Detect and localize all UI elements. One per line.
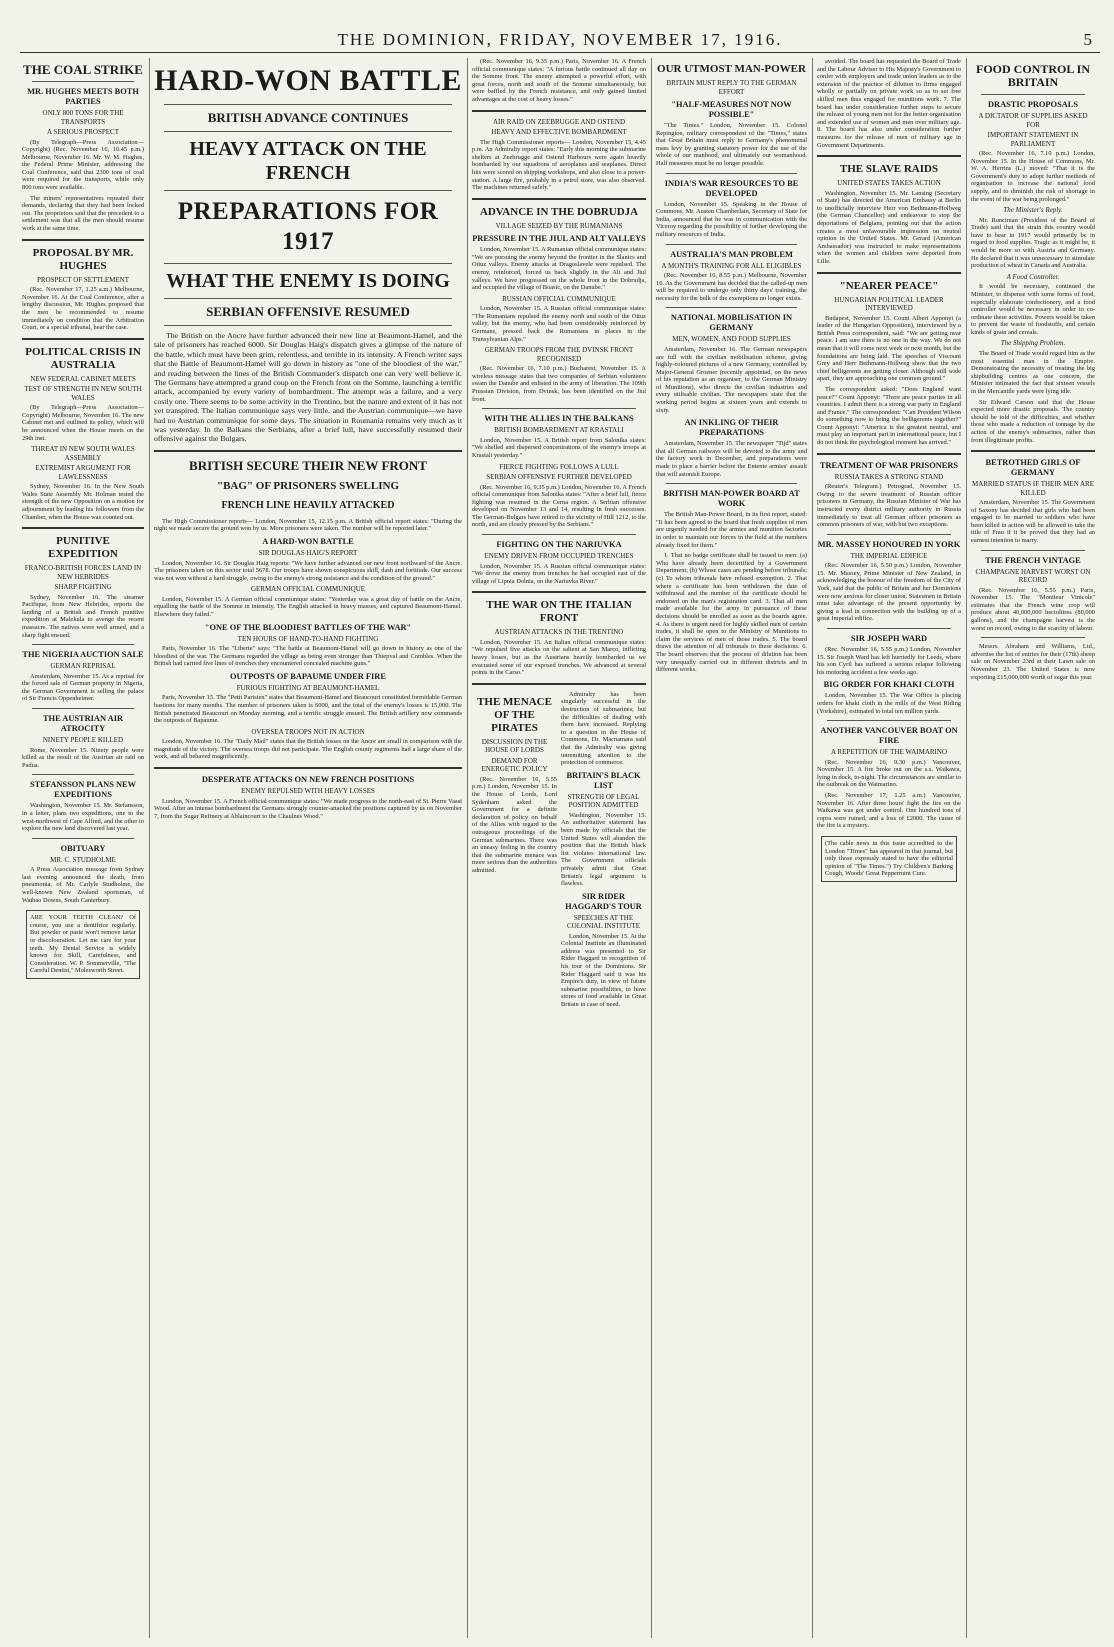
article-text: Washington, November 15. An authoritative statement has been made by officials that the United States will abandon the position that the British black list violates international law. The Government officials privately admit that Great Britain's legal argument is flawless.	[561, 811, 646, 888]
subhead: GERMAN OFFICIAL COMMUNIQUE	[250, 585, 366, 594]
section-heading: The Minister's Reply.	[1003, 206, 1063, 215]
article-text: Washington, November 15. Mr. Lansing (Secretary of State) has directed the American Embassy at Berlin to unofficially interview Herr von Bethmann-Hollweg (the German Chancellor) and endeavour to stop the deportations of Belgians, pointing out that the action creates a most unfavourable impression on neutral opinion in the United States. Mr. Gerard (American Ambassador) was instructed to make representations when the women and children were deported from Lille.	[817, 189, 961, 265]
article-text: (Rec. November 16, 5.50 p.m.) London, November 15. Mr. Massey, Prime Minister of New Zealand, in acknowledging the honour of the freedom of the City of York, said that the public of Britain and her Dominions were now anxious for closer union. Statesmen in Britain must take advantage of the present opportunity by giving a lead in connection with the building up of a great Imperial edifice.	[817, 562, 961, 623]
headline-black-list: BRITAIN'S BLACK LIST	[566, 770, 641, 790]
subhead: A SERIOUS PROSPECT	[47, 128, 119, 136]
subhead: ENEMY DRIVEN FROM OCCUPIED TRENCHES	[484, 552, 634, 561]
headline-preparations-1917: PREPARATIONS FOR 1917	[177, 198, 439, 255]
article-text: (Rec. November 16, 5.55 p.m.) London, November 15. In the House of Lords, Lord Sydenham asked the Government for a definite declaration of policy on behalf of the Allies with regard to the outrageous proceedings of the German submarines. There was an uneasy feeling in the country that the submarine menace was more serious than the authorities admitted.	[472, 775, 557, 874]
subhead: BRITISH BOMBARDMENT AT KRASTALI	[494, 426, 624, 435]
subhead: A MONTH'S TRAINING FOR ALL ELIGIBLES	[661, 261, 802, 270]
lead-summary: The British on the Ancre have further advanced their new line at Beaumont-Hamel, and the tale of prisoners has reached 6000. Sir Douglas Haig's dispatch gives a glimpse of the nature of the battle, which must have been grim, relentless, and terrible in its intensity. A French writer says that the Battle of Beaumont-Hamel will go down in history as "one of the bloodiest of the war," and reading between the lines of the British Commander's dispatch one can very well believe it. The Germans have attempted a grand coup on the French front on the Somme, launching a terrific attack, accompanied by every variety of bombardment. The attempt was a failure, and a very costly one. There seems to be some activity in the Trentino, but the nature and extent of it has not yet transpired. The Italian communique says very little, and the Austrian communique—we have had no Austrian communique for some days. The situation in Roumania remains very much as it was yesterday. In the Balkans the Serbians, after a brief lull, have successfully resumed their offensive against the Bulgars.	[154, 331, 462, 444]
subhead: A HARD-WON BATTLE	[262, 537, 354, 547]
article-text: Paris, November 16. The "Liberte" says: "The battle at Beaumont-Hamel will go down in history as one of the bloodiest of the war. The Germans regarded the village as being even stronger than Thiepval and Combles. When the British had carried five lines of trenches they encountered concealed machine guns."	[154, 645, 462, 668]
article-text: London, November 15. A French official communique states: "We made progress to the north-east of St. Pierre Vaast Wood. After an intense bombardment the Germans strongly counter-attacked the positions captured by us on November 7, from the Sugar Refinery at Ablaincourt to the Chaulnes Wood."	[154, 797, 462, 820]
headline-stefansson: STEFANSSON PLANS NEW EXPEDITIONS	[30, 780, 136, 800]
headline-hard-won-battle: HARD-WON BATTLE	[154, 64, 462, 97]
subhead: FIERCE FIGHTING FOLLOWS A LULL	[499, 462, 619, 471]
headline-air-atrocity: THE AUSTRIAN AIR ATROCITY	[42, 714, 124, 734]
article-text: London, November 15. At the Colonial Institute an illuminated address was presented to Sir Rider Haggard in recognition of his tour of the Dominions. Sir Rider Haggard said it was his Empire's duty, in view of future submarine possibilities, to have stores of food available in Great Britain in case of need.	[561, 932, 646, 1009]
headline-slave-raids: THE SLAVE RAIDS	[839, 163, 939, 176]
article-text: The correspondent asked: "Does England want peace?" Count Apponyi: "There are peace parties in all countries. I admit there is a strong war party in England and France." The correspondent: "Can President Wilson do something now to bring the belligerents together?" Count Apponyi: "America is the greatest neutral, and must play an important part in international peace, but I do not think the psychological moment has arrived."	[817, 385, 961, 447]
section-heading: A Food Controller.	[1006, 272, 1060, 281]
subhead: AUSTRIAN ATTACKS IN THE TRENTINO	[494, 628, 624, 637]
subhead: DRASTIC PROPOSALS	[987, 100, 1079, 109]
article-text: avoided. The board has requested the Board of Trade and the Labour Adviser to His Majesty's Government to confer with employers and trade union leaders as to the extension of the practice of dilution to firms engaged wholly or partially on private work so as to set free skilled men thus engaged for munitions work. 7. The board has under consideration further steps to secure the release of young men not for the better organisation and extended use of women and men over military age. 8. The board has also under consideration further measures for the release of men of military age in Government Departments.	[817, 58, 961, 149]
headline-vancouver-boat: ANOTHER VANCOUVER BOAT ON FIRE	[820, 726, 958, 746]
subhead: "ONE OF THE BLOODIEST BATTLES OF THE WAR"	[204, 622, 412, 632]
column-5	[817, 58, 961, 1638]
subhead: OVERSEA TROOPS NOT IN ACTION	[251, 727, 365, 736]
article-text: "The Times." London, November 15. Colonel Repington, military correspondent of the "Times," states that Great Britain must reply to Germany's phenomenal mass levy by granting statutory power for the use of the whole of our manhood, and ultimately our womanhood. Half measures must be no longer possible.	[656, 122, 807, 167]
headline-italian-front: THE WAR ON THE ITALIAN FRONT	[486, 599, 632, 625]
subhead: TEST OF STRENGTH IN NEW SOUTH WALES	[24, 385, 142, 402]
column-1	[22, 58, 144, 1638]
article-text: London, November 15. A Rumanian official communique states: "We are pursuing the enemy beyond the frontier in the Slanics and Oituz valleys. Enemy attacks at Dragoslavele were repulsed. The enemy, reinforced, forced us back slightly in the Alt and Jiul valleys. We have progressed on the whole front in the Dobrudja, and occupied the village of Boasic, on the Danube."	[472, 246, 646, 292]
subhead: MR. C. STUDHOLME	[50, 855, 116, 864]
article-text: Sydney, November 16. In the New South Wales State Assembly Mr. Holman tested the strength of the new Opposition on a motion for adjournment by leading his followers from the Chamber, when the House was counted out.	[22, 483, 144, 521]
headline-khaki-cloth: BIG ORDER FOR KHAKI CLOTH	[823, 680, 955, 690]
column-divider	[149, 58, 150, 1638]
page-number: 5	[1083, 30, 1094, 49]
subhead: ENEMY REPULSED WITH HEAVY LOSSES	[241, 787, 375, 796]
headline-french-vintage: THE FRENCH VINTAGE	[985, 555, 1081, 565]
article-text: (Rec. November 16, 7.10 p.m.) London, November 15. In the House of Commons, Mr. W. A. Herrins (L.) moved: "That it is the Government's duty to adopt further methods of organisation to increase the national food supply, and to diminish the risk of shortage in the event of the war being prolonged."	[971, 150, 1095, 203]
subhead: CHAMPAGNE HARVEST WORST ON RECORD	[975, 567, 1091, 585]
article-text: Sir Edward Carson said that the House expected more drastic proposals. The country should be told of the difficulties, and whether those who made a reduction of tonnage by the action of the enemy's submarines, rather than from illegitimate profits.	[971, 398, 1095, 444]
headline-india: INDIA'S WAR RESOURCES TO BE DEVELOPED	[664, 178, 799, 198]
column-6	[971, 58, 1095, 1638]
subhead: THREAT IN NEW SOUTH WALES ASSEMBLY	[31, 445, 135, 462]
subhead: EXTREMIST ARGUMENT FOR LAWLESSNESS	[35, 464, 131, 481]
headline-punitive-expedition: PUNITIVE EXPEDITION	[48, 535, 118, 561]
article-text: Budapest, November 15. Count Albert Apponyi (a leader of the Hungarian Opposition), interviewed by a British Press correspondent, said: "We are getting near peace. I am sure there is no one in the way. We do not mean that it will come next week or next month, but the foundations are being laid. The speeches of Viscount Grey and Herr Bethmann-Hollweg show that the two chief belligerents are getting closer. Although still wide apart, they are approaching one common ground."	[817, 314, 961, 383]
article-text: Admiralty has been singularly successful in the destruction of submarines, but the difficulties of dealing with them have increased. Replying to a question in the House of Commons, Dr. Macnamara said that the Admiralty was giving unremitting attention to the protection of commerce.	[561, 690, 646, 767]
subhead: ONLY 800 TONS FOR THE TRANSPORTS	[42, 109, 124, 126]
article-text: The miners' representatives repeated their demands, declaring that they had been locked out. The proprietors said that the precedent to a settlement was that all the men should resume work at the same time.	[22, 194, 144, 233]
subhead: RUSSIA TAKES A STRONG STAND	[834, 472, 944, 481]
article-text: Rome, November 15. Ninety people were killed as the result of the Austrian air raid on Padua.	[22, 746, 144, 769]
article-text: London, November 15. A German official communique states: "Yesterday was a great day of battle on the Ancre, equalling the battle of the Somme in intensity. The English attacked in heavy masses, and captured Beaumont-Hamel. Elsewhere they failed."	[154, 595, 462, 619]
article-text: (Rec. November 16, 8.55 p.m.) Melbourne, November 16. As the Government has decided that the called-up men will be required to undergo only thirty days' training, the necessity for the bulk of the exemptions no longer exists.	[656, 272, 807, 302]
subhead: FRANCO-BRITISH FORCES LAND IN NEW HEBRIDES	[24, 564, 142, 581]
article-text: (Rec. November 17, 1.25 a.m.) Melbourne, November 16. At the Coal Conference, after a lengthy discussion, Mr. Hughes proposed that the men be recommended to resume immediately on condition that the Arbitration Court, or a special tribunal, hear the case.	[22, 286, 144, 332]
subhead: BRITAIN MUST REPLY TO THE GERMAN EFFORT	[666, 79, 797, 96]
subhead: THE IMPERIAL EDIFICE	[850, 551, 928, 560]
article-text: Mr. Runciman (President of the Board of Trade) said that the strain this country would have to bear in 1917 would primarily be in regard to food supplies. Tragic as it might be, it would be more so with Austria and Germany. He declared that it was unnecessary to stimulate production of wheat in Canada and Australia.	[971, 216, 1095, 270]
article-text: (Rec. November 16, 5.55 p.m.) London, November 15. Sir Joseph Ward has left hurriedly for Leeds, where his son Cyril has suffered a serious relapse following his motoring accident a few weeks ago.	[817, 645, 961, 676]
article-text: (Rec. November 17, 1.25 a.m.) Vancouver, November 16. After three hours' fight the fire on the Waikawa was got under control. One hundred tons of copra were ruined, and a loss of £2000. The cause of the fire is a mystery.	[817, 792, 961, 830]
subhead: NEW FEDERAL CABINET MEETS	[30, 374, 136, 383]
headline-man-power: OUR UTMOST MAN-POWER	[657, 63, 806, 75]
subhead: PROSPECT OF SETTLEMENT	[36, 275, 130, 284]
headline-menace-pirates: THE MENACE OF THE PIRATES	[477, 695, 552, 734]
subhead: SERBIAN OFFENSIVE RESUMED	[206, 304, 410, 319]
column-4	[656, 58, 807, 1638]
subhead: MEN, WOMEN, AND FOOD SUPPLIES	[672, 335, 791, 344]
subhead: SERBIAN OFFENSIVE FURTHER DEVELOPED	[486, 473, 632, 481]
subhead: A DICTATOR OF SUPPLIES ASKED FOR	[978, 112, 1088, 129]
article-text: 1. That no badge certificate shall be issued to men: (a) Who have already been decertified by a Government Department; (b) Whose cases are pending before tribunals; (c) To whom tribunals have refused exemption. 2. That where a certificate has been withdrawn the date of withdrawal and the number of the certificate should be endorsed on the man's registration card. 3. That all men made available for the army in pursuance of these decisions should be enrolled as soon as the boards agree. 4. As there is urgent need for highly skilled men of certain trades, it shall be open to the Ministry of Munitions to claim the services of men of those trades. 5. The board draws the attention of all tribunals to these decisions. 6. The board observes that the process of dilution has been very unequally carried out in different districts and in different works.	[656, 552, 807, 674]
headline-war-prisoners: TREATMENT OF WAR PRISONERS	[819, 460, 959, 470]
headline-political-crisis: POLITICAL CRISIS IN AUSTRALIA	[25, 345, 141, 371]
headline-new-front: BRITISH SECURE THEIR NEW FRONT	[189, 457, 427, 473]
subhead: "BAG" OF PRISONERS SWELLING	[216, 479, 400, 492]
subhead: A REPETITION OF THE WAIMARINO	[830, 748, 948, 757]
article-text: Washington, November 15. Mr. Stefansson, in a letter, plans two expeditions, one to the west-northwest of Cape Alfred, and the other to explore the new land discovered last year.	[22, 802, 144, 833]
subhead: BRITISH ADVANCE CONTINUES	[207, 110, 409, 125]
subhead: HEAVY AND EFFECTIVE BOMBARDMENT	[491, 128, 627, 137]
subhead: DEMAND FOR ENERGETIC POLICY	[481, 756, 548, 774]
subhead: MARRIED STATUS IF THEIR MEN ARE KILLED	[971, 480, 1094, 497]
article-text: London, November 15. A British report from Salonika states: "We shelled and dispersed concentrations of the enemy's troops at Krastali yesterday."	[472, 436, 646, 459]
headline-joseph-ward: SIR JOSEPH WARD	[850, 633, 928, 643]
headline-german-mobilisation: NATIONAL MOBILISATION IN GERMANY	[670, 313, 793, 333]
article-text: London, November 15. An Italian official communique states: "We repulsed five attacks on the salient at San Marco, inflicting heavy losses, but as the Austrians heavily bombarded us we evacuated some of our exposed trenches. We advanced at several points in the Carso."	[472, 638, 646, 677]
column-3	[472, 58, 646, 1638]
masthead-title: THE DOMINION, FRIDAY, NOVEMBER 17, 1916.	[337, 30, 783, 49]
subhead: GERMAN REPRISAL	[50, 662, 116, 671]
headline-man-power-board: BRITISH MAN-POWER BOARD AT WORK	[663, 489, 800, 509]
advertisement-text: Messrs. Abraham and Williams, Ltd., advertise the list of entries for their (17th) sheep sale on November 23rd at their Lawn sale on November 23. The United States is now exporting £15,000,000 worth of sugar this year.	[971, 643, 1095, 681]
advertisement-dentist: ARE YOUR TEETH CLEAN? Of course, you use a dentifrice regularly. But powder or paste won't remove tartar or discolouration. Let me care for your teeth. My Dental Service is widely known for Skill, Carefulness, and Consideration. W. P. Sommerville, "The Careful Dentist," Molesworth Street.	[26, 910, 140, 979]
subhead: VILLAGE SEIZED BY THE RUMANIANS	[495, 221, 623, 230]
article-text: The British Man-Power Board, in its first report, stated: "It has been agreed to the board that fresh supplies of men are urgently needed for the armies and munition factories in order to maintain our forces in the field at the numbers already fixed for them."	[656, 511, 807, 549]
article-text: Amsterdam, November 15. As a reprisal for the forced sale of German property in Nigeria, the German Government is selling the palace of Sir Francis Oppenheimer.	[22, 672, 144, 703]
subhead: WHAT THE ENEMY IS DOING	[166, 270, 450, 292]
article-text: London, November 15. A Russian official communique states: "We drove the enemy from trenches he had occupied east of the village of Lipnia Dolnia, on the Nariuvka River."	[472, 562, 646, 585]
article-text: Paris, November 15. The "Petit Parisien" states that Beaumont-Hamel and Beaucourt constituted formidable German bastions for many months. The number of prisoners taken is 6000, and the total of the enemy's losses is 15,000. The British penetrated Beaucourt on Monday morning, and a terrific struggle ensued. The British artillery now commands the outposts of Bapaume.	[154, 694, 462, 725]
subhead: AN INKLING OF THEIR PREPARATIONS	[684, 418, 779, 438]
subhead: "HALF-MEASURES NOT NOW POSSIBLE"	[671, 100, 792, 119]
subhead: SHARP FIGHTING	[54, 583, 112, 592]
headline-obituary: OBITUARY	[60, 843, 106, 853]
column-divider	[467, 58, 468, 1638]
article-text: Amsterdam, November 15. The Government of Saxony has decided that girls who had been engaged to be married to soldiers who have been killed in action will be allowed to take the title of Frau if it be proved that they had an earnest intention to marry.	[971, 499, 1095, 545]
article-text: Amsterdam, November 16. The German newspapers are full with the civilian mobilisation scheme, giving highly-coloured pictures of a new Germany, controlled by Major-General Groener (recently appointed, on the news of his reputation as an organiser, to the German Ministry of Munitions), who directs the civilian industries and every utilisable civilian. The newspapers state that the working period begins at sixteen years and extends to sixty.	[656, 345, 807, 414]
article-text: The Board of Trade would regard him as the most essential man in the Empire. Demonstrating the necessity of treating the big shipbuilding centres as one concern, the Minister intimated the fact that sixteen vessels in the Mercantile yards were lying idle.	[971, 349, 1095, 395]
article-text: (Rec. November 16, 9.35 p.m.) Paris, November 16. A French official communique states: "A furious battle continued all day on the Somme front. The enemy attempted a powerful effort, with great forces, north and south of the Somme simultaneously, but were baffled by the French resistance, and only gained limited advantages at the cost of heavy losses."	[472, 58, 646, 103]
subhead: FURIOUS FIGHTING AT BEAUMONT-HAMEL	[236, 683, 380, 692]
article-text: London, November 16. Sir Douglas Haig reports: "We have further advanced our new front northward of the Ancre. The prisoners taken on this sector total 5678. Our troops have shown conspicuous skill, dash and fortitude. Our success was not won without a hard struggle, owing to the enemy's strong resistance and the condition of the ground."	[154, 559, 462, 582]
subhead: SPEECHES AT THE COLONIAL INSTITUTE	[566, 913, 641, 931]
subhead: SIR DOUGLAS HAIG'S REPORT	[258, 549, 358, 558]
column-divider	[651, 58, 652, 1638]
headline-nariuvka: FIGHTING ON THE NARIUVKA	[496, 540, 622, 550]
article-text: London, November 15. A Russian official communique states: "The Rumanians repulsed the enemy north and south of the Oituz valley, but the enemy, who had been considerably reinforced by Germans, pressed back the Rumanians in places in the Transylvanian Alps."	[472, 305, 646, 343]
subhead: STRENGTH OF LEGAL POSITION ADMITTED	[567, 792, 640, 810]
article-text: A Press Association message from Sydney last evening announced the death, from pneumonia, of Mr. Carlyle Studholme, the well-known New Zealand sportsman, of Waihao Downs, South Canterbury.	[22, 866, 144, 904]
notice-box: (The cable news in this issue accredited to the London "Times" has appeared in that journal, but only those expressly stated to have the editorial opinion of "The Times.") Try Children's Barking Cough, Woods' Great Peppermint Cure.	[821, 836, 957, 882]
headline-massey-york: MR. MASSEY HONOURED IN YORK	[817, 539, 961, 549]
column-divider	[966, 58, 967, 1638]
section-heading: The Shipping Problem.	[1000, 339, 1066, 348]
headline-australia-man-problem: AUSTRALIA'S MAN PROBLEM	[670, 249, 793, 259]
article-text: London, November 16. The "Daily Mail" states that the British losses on the Ancre are small in comparison with the magnitude of the victory. The oversea troops did not participate. The English county regiments had a large share of the work, and all behaved magnificently.	[154, 738, 462, 761]
headline-dobrudja: ADVANCE IN THE DOBRUDJA	[479, 205, 639, 218]
subhead: HEAVY ATTACK ON THE FRENCH	[189, 138, 427, 184]
article-text: It would be necessary, continued the Minister, to dispense with some forms of food, especially elaborate confectionery, and a food controller would be necessary in order to co-ordinate these activities. Powers would be taken to prevent the waste of foodstuffs, and certain kinds of grain and cereals.	[971, 283, 1095, 336]
subhead: HUNGARIAN POLITICAL LEADER INTERVIEWED	[834, 295, 944, 313]
article-text: (Reuter's Telegram.) Petrograd, November 15. Owing to the severe treatment of Russian officer prisoners in Germany, the Russian Minister of War has instructed every district military authority in Russia immediately to treat all German officer prisoners as common prisoners of war, with but two exceptions.	[817, 483, 961, 529]
headline-french-positions: DESPERATE ATTACKS ON NEW FRENCH POSITIONS	[201, 775, 415, 785]
headline-betrothed-girls: BETROTHED GIRLS OF GERMANY	[985, 458, 1081, 478]
subhead: PRESSURE IN THE JIUL AND ALT VALLEYS	[472, 234, 646, 244]
article-text: The High Commissioner reports— London, November 15, 4.45 p.m. An Admiralty report states: "Early this morning the submarine shelters at Zeebrugge and Ostend Harbours were again heavily bombarded by our squadrons of aeroplanes and seaplanes. Direct hits were scored on shipping workshops, and also close to a power-station. A large fire, probably in a petrol store, was also observed. The machines returned safely."	[472, 138, 646, 192]
column-2	[154, 58, 462, 1638]
subhead: GERMAN TROOPS FROM THE DVINSK FRONT RECOGNISED	[484, 346, 634, 363]
article-text: (Rec. November 16, 7.10 p.m.) Bucharest, November 15. A wireless message states that two companies of Serbian volunteers swam the Danube and enlisted in the army of liberation. The 109th Prussian Division, from Dvinsk, has been identified on the Jiul front.	[472, 365, 646, 403]
masthead	[20, 30, 1100, 53]
column-divider	[812, 58, 813, 1638]
article-text: (Rec. November 16, 9.35 p.m.) London, November 16. A French official communique from Salonika states: "After a brief lull, fierce fighting was resumed in the Cerna region. A Serbian offensive developed on November 13 and 14, resulting in fresh successes. The German-Bulgars have retired to the vicinity of Hill 1212, to the north, and are closely pressed by the Serbians."	[472, 483, 646, 529]
headline-proposal: PROPOSAL BY MR. HUGHES	[32, 246, 134, 272]
headline-food-control: FOOD CONTROL IN BRITAIN	[975, 62, 1090, 89]
headline-nearer-peace: "NEARER PEACE"	[839, 279, 939, 292]
article-text: (Rec. November 16, 9.30 p.m.) Vancouver, November 15. A fire broke out on the s.s. Waikawa, lying in dock, to-night. The circumstances are similar to the outbreak on the Waimarino.	[817, 758, 961, 789]
subhead: TEN HOURS OF HAND-TO-HAND FIGHTING	[237, 634, 379, 643]
article-text: Amsterdam, November 15. The newspaper "Tijd" states that all German railways will be devoted to the army and the factory work in December, and preparations were made to place a barrier before the Entente armies' assault that will astonish Europe.	[656, 440, 807, 478]
article-text: Sydney, November 16. The steamer Pacifique, from New Hebrides, reports the landing of a British and French punitive expedition at Malekula to avenge the recent massacre. The natives were well armed, and a sharp fight ensued.	[22, 593, 144, 639]
article-text: London, November 15. Speaking in the House of Commons, Mr. Austen Chamberlain, Secretary of State for India, announced that he was in communication with the Viceroy regarding the possibility of further developing the military resources of India.	[656, 200, 807, 238]
headline-rider-haggard: SIR RIDER HAGGARD'S TOUR	[565, 891, 642, 911]
article-text: The High Commissioner reports— London, November 15, 12.15 p.m. A British official report states: "During the night we made secure the ground won by us. More prisoners were taken. The number will be reported later."	[154, 517, 462, 533]
subhead: NINETY PEOPLE KILLED	[42, 736, 124, 745]
subhead: FRENCH LINE HEAVILY ATTACKED	[221, 499, 395, 511]
subhead: DISCUSSION IN THE HOUSE OF LORDS	[481, 737, 548, 755]
subhead: RUSSIAN OFFICIAL COMMUNIQUE	[502, 294, 616, 303]
article-text: (By Telegraph—Press Association—Copyright) Melbourne, November 16. The new Cabinet met and outlined its policy, which will be announced when the House meets on the 29th inst.	[22, 404, 144, 442]
subhead: MR. HUGHES MEETS BOTH PARTIES	[27, 87, 139, 106]
headline-balkans: WITH THE ALLIES IN THE BALKANS	[484, 414, 634, 424]
article-text: (By Telegraph—Press Association—Copyright) (Rec. November 16, 10.45 p.m.) Melbourne, November 16. Mr. W. M. Hughes, the Federal Prime Minister, addressing the Coal Conference, said that 2300 tons of coal were required for the transports, while only 800 tons were available.	[22, 138, 144, 192]
subhead: OUTPOSTS OF BAPAUME UNDER FIRE	[230, 671, 386, 681]
headline-air-raid: AIR RAID ON ZEEBRUGGE AND OSTEND	[492, 117, 626, 126]
headline-nigeria: THE NIGERIA AUCTION SALE	[22, 650, 144, 660]
subhead: IMPORTANT STATEMENT IN PARLIAMENT	[987, 131, 1079, 148]
article-text: (Rec. November 16, 5.55 p.m.) Paris, November 15. The "Moniteur Vinicole" estimates that the French wine crop will produce about 40,000,000 hectolitres (80,000 gallons), and the champagne harvest is the worst on record, owing to the scarcity of labour.	[971, 586, 1095, 632]
article-text: London, November 15. The War Office is placing orders for khaki cloth in the mills of the West Riding (Yorkshire), estimated to total ten million yards.	[817, 692, 961, 715]
subhead: UNITED STATES TAKES ACTION	[837, 179, 941, 188]
headline-coal-strike: THE COAL STRIKE	[23, 62, 143, 77]
